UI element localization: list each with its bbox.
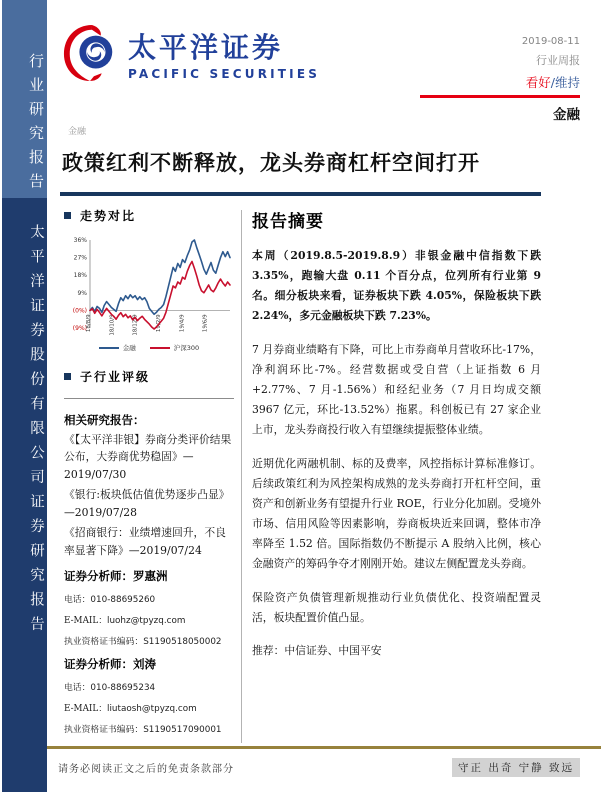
trend-chart xyxy=(64,234,234,352)
section-label: 金融 xyxy=(68,127,87,137)
svg-text:19/2/9: 19/2/9 xyxy=(156,314,162,333)
header-meta xyxy=(420,36,580,123)
left-column xyxy=(64,207,234,735)
report-type: 行业周报 xyxy=(536,54,580,67)
summary-paragraph: 7 月券商业绩略有下降，可比上市券商单月营收环比-17%，净利润环比-7%。经营数据或受自营（上证指数 6 月+2.77%、7 月-1.56%）和经纪业务（7 月日均成交额 3967 亿元，环比-13.52%）拖累。科创板已有 27 家企业上市，龙头券商投行收入有望继续提振整体业绩。 xyxy=(252,342,541,436)
sidebar xyxy=(2,0,47,792)
summary-heading: 报告摘要 xyxy=(252,212,324,232)
analyst-name: 罗惠洲 xyxy=(133,569,168,584)
email-label: E-MAIL： xyxy=(64,704,108,715)
sidebar-company-vertical: 太平洋证券股份有限公司证券研究报告 xyxy=(28,223,44,641)
report-date: 2019-08-11 xyxy=(521,36,580,47)
analyst-block xyxy=(64,568,234,647)
legend-line-blue-icon xyxy=(99,347,119,349)
square-bullet-icon xyxy=(64,373,71,380)
column-divider xyxy=(241,210,242,743)
svg-text:36%: 36% xyxy=(73,237,87,244)
svg-text:18/8/9: 18/8/9 xyxy=(86,314,92,333)
rating xyxy=(420,73,580,91)
legend-item-series1 xyxy=(99,343,136,352)
analyst-email-line xyxy=(64,613,234,626)
svg-text:(0%): (0%) xyxy=(72,307,87,315)
summary-paragraph: 保险资产负债管理新规推动行业负债优化、投资端配置灵活，板块配置价值凸显。 xyxy=(252,590,541,624)
subrating-section-label: 子行业评级 xyxy=(80,370,151,384)
summary-paragraph: 推荐：中信证券、中国平安 xyxy=(252,644,382,658)
svg-text:18%: 18% xyxy=(73,272,87,280)
analyst-name: 刘涛 xyxy=(133,657,156,672)
brand-logo xyxy=(62,24,320,82)
license-label: 执业资格证书编码： xyxy=(64,637,144,648)
email-value: liutaosh@tpyzq.com xyxy=(107,704,197,715)
svg-text:19/4/9: 19/4/9 xyxy=(179,314,186,333)
analyst-license-line xyxy=(64,634,234,647)
email-value: luohz@tpyzq.com xyxy=(107,616,186,627)
svg-text:18/10/9: 18/10/9 xyxy=(109,314,116,336)
analyst-role: 证券分析师： xyxy=(64,657,133,672)
license-value: S1190517090001 xyxy=(143,725,222,736)
page-title: 政策红利不断释放，龙头券商杠杆空间打开 xyxy=(62,150,480,175)
footer-disclaimer: 请务必阅读正文之后的免责条款部分 xyxy=(58,764,234,775)
license-label: 执业资格证书编码： xyxy=(64,725,144,736)
analyst-email-line xyxy=(64,701,234,714)
legend-label-series1: 金融 xyxy=(122,344,136,352)
rating-change: /维持 xyxy=(550,75,580,90)
phone-value: 010-88695234 xyxy=(90,683,156,694)
svg-text:19/6/9: 19/6/9 xyxy=(202,314,209,333)
footer-rule xyxy=(47,746,601,749)
summary-column xyxy=(252,207,541,661)
analyst-name-line xyxy=(64,656,234,672)
legend-item-series2 xyxy=(150,343,199,352)
related-report-item: 《【太平洋非银】券商分类评价结果公布，大券商优势稳固》—2019/07/30 xyxy=(64,433,232,481)
analyst-name-line xyxy=(64,568,234,584)
email-label: E-MAIL： xyxy=(64,616,108,627)
brand-name-cn: 太平洋证券 xyxy=(128,30,284,64)
footer-motto: 守正 出奇 宁静 致远 xyxy=(452,758,580,777)
related-report-item: 《招商银行：业绩增速回升，不良率显著下降》—2019/07/24 xyxy=(64,526,226,557)
analyst-phone-line xyxy=(64,592,234,605)
analyst-phone-line xyxy=(64,680,234,693)
related-reports-title: 相关研究报告： xyxy=(64,413,145,427)
industry-name: 金融 xyxy=(553,107,580,123)
header-red-rule xyxy=(420,95,580,98)
left-column-divider xyxy=(64,398,234,399)
analyst-license-line xyxy=(64,722,234,735)
brand-name-en: PACIFIC SECURITIES xyxy=(128,66,321,81)
brand-logo-text xyxy=(128,26,320,81)
trend-section-label: 走势对比 xyxy=(80,209,137,223)
legend-label-series2: 沪深300 xyxy=(173,344,200,352)
analyst-role: 证券分析师： xyxy=(64,569,133,584)
related-report-item: 《银行:板块低估值优势逐步凸显》—2019/07/28 xyxy=(64,488,230,519)
svg-text:27%: 27% xyxy=(73,254,87,262)
sidebar-report-type-vertical: 行业研究报告 xyxy=(27,53,45,197)
square-bullet-icon xyxy=(64,212,71,219)
title-rule xyxy=(60,192,541,196)
chart-legend xyxy=(64,343,234,352)
trend-chart-svg xyxy=(64,234,234,336)
legend-line-red-icon xyxy=(150,347,170,349)
svg-text:(9%): (9%) xyxy=(72,325,87,332)
pacific-securities-logo-icon xyxy=(62,24,120,82)
subrating-section-heading xyxy=(64,368,234,385)
svg-text:18/12/9: 18/12/9 xyxy=(132,314,139,336)
svg-text:9%: 9% xyxy=(77,289,87,297)
phone-label: 电话： xyxy=(64,683,91,694)
trend-section-heading xyxy=(64,207,234,224)
rating-view: 看好 xyxy=(525,75,551,90)
summary-paragraph: 本周（2019.8.5-2019.8.9）非银金融中信指数下跌 3.35%，跑输大盘 0.11 个百分点，位列所有行业第 9 名。细分板块来看，证券板块下跌 4.05%，保险板块下跌 2.24%，多元金融板块下跌 7.23%。 xyxy=(252,249,541,322)
summary-paragraph: 近期优化两融机制、标的及费率，风控指标计算标准修订。后续政策红利为风控架构成熟的龙头券商打开杠杆空间，重资产和创新业务有望提升行业 ROE，行业分化加剧。受境外市场、信用风险等因素影响，券商板块近来回调，整体市净率降至 1.52 倍。国际指数仍不断提示 A 股纳入比例，核心金融资产的筹码争夺才刚刚开始。建议左侧配置龙头券商。 xyxy=(252,456,541,570)
analyst-block xyxy=(64,656,234,735)
license-value: S1190518050002 xyxy=(143,637,222,648)
phone-label: 电话： xyxy=(64,595,91,606)
phone-value: 010-88695260 xyxy=(90,595,156,606)
